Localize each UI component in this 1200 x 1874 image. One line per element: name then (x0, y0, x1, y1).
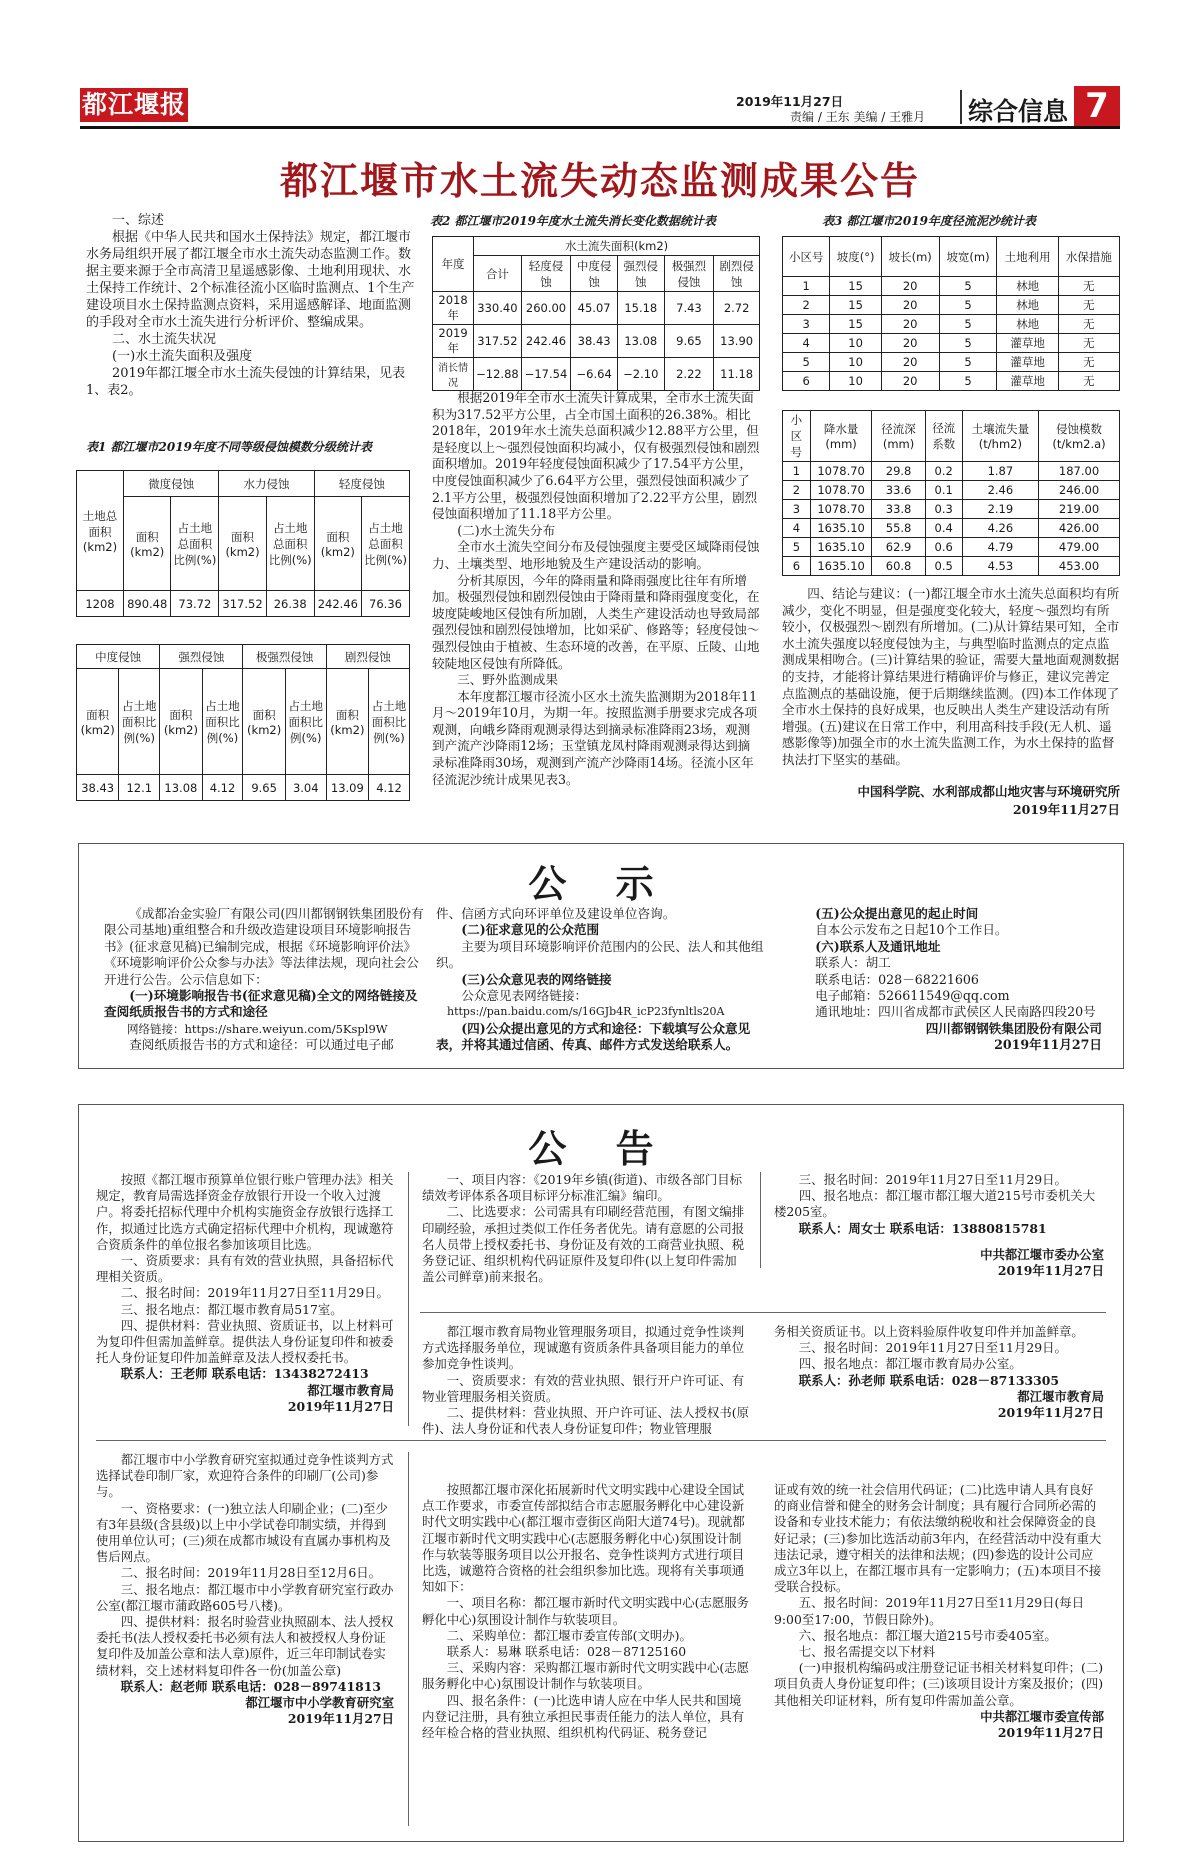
table-cell: 1078.70 (810, 481, 872, 500)
table2 (432, 236, 760, 391)
table-cell: 26.38 (266, 591, 314, 617)
table-header-cell: 水力侵蚀 (219, 471, 314, 497)
table-header-cell: 小区号 (783, 237, 830, 277)
table-cell: 6 (783, 557, 811, 576)
article-column-2 (432, 390, 762, 788)
newspaper-logo: 都江堰报 (80, 88, 188, 122)
table-header-cell: 占土地总面积比例(%) (171, 497, 219, 591)
table-cell: 无 (1058, 334, 1119, 353)
announcement-signature: 中共都江堰市委宣传部 (980, 1708, 1104, 1724)
paragraph: 全市水土流失空间分布及侵蚀强度主要受区域降雨侵蚀力、土壤类型、地形地貌及生产建设活动的影响。 (432, 539, 760, 571)
table-cell: 5 (939, 296, 997, 315)
table-cell: 1078.70 (810, 462, 872, 481)
table-cell: 15 (830, 315, 881, 334)
paragraph: 都江堰市教育局物业管理服务项目，拟通过竞争性谈判方式选择服务单位，现诚邀有资质条件具备项目能力的单位参加竞争性谈判。 (422, 1324, 745, 1372)
section-heading: 一、综述 (112, 213, 165, 228)
paragraph: 七、报名需提交以下材料 (798, 1644, 936, 1660)
table-cell: 479.00 (1039, 538, 1120, 557)
announcement-date: 2019年11月27日 (287, 1711, 394, 1727)
table-cell: 246.00 (1039, 481, 1120, 500)
table-header-cell: 年度 (433, 237, 474, 292)
table-header-cell: 土壤流失量(t/hm2) (962, 411, 1038, 462)
table-cell: 5 (783, 353, 830, 372)
link-text: https://pan.baidu.com/s/16GJb4R_icP23fynltls20A (447, 1005, 725, 1019)
table-cell: 无 (1058, 372, 1119, 391)
table-header-cell: 极强烈侵蚀 (243, 645, 326, 669)
table3-caption: 表3 都江堰市2019年度径流泥沙统计表 (822, 214, 1036, 228)
table-cell: 无 (1058, 353, 1119, 372)
row-divider (420, 1312, 1106, 1313)
announcement-date: 2019年11月27日 (997, 1725, 1104, 1741)
announcement-2-column-2 (774, 1172, 1104, 1279)
paragraph: 自本公示发布之日起10个工作日。 (815, 922, 1008, 938)
contact-line: 联系人：周女士 联系电话：13880815781 (798, 1220, 1047, 1236)
table1-part1 (76, 470, 410, 617)
table-cell: 15 (830, 296, 881, 315)
public-notice-title: 公 示 (528, 861, 672, 906)
notice-signature: 四川都钢钢铁集团股份有限公司 (925, 1020, 1102, 1036)
paragraph: 一、资质要求：有效的营业执照、银行开户许可证、有物业管理服务相关资质。 (422, 1372, 745, 1404)
paragraph: 三、采购内容：采购都江堰市新时代文明实践中心(志愿服务孵化中心)氛围设计制作与软装项目。 (422, 1660, 750, 1692)
table-cell: 1078.70 (810, 500, 872, 519)
paragraph: 二、提供材料：营业执照、开户许可证、法人授权书(原件)、法人身份证和代表人身份证复印件；物业管理服 (422, 1405, 750, 1437)
item-heading: (一)环境影响报告书(征求意见稿)全文的网络链接及查阅纸质报告书的方式和途径 (104, 988, 418, 1020)
article-signature: 中国科学院、水利部成都山地灾害与环境研究所 (857, 784, 1120, 799)
paragraph: 按照《都江堰市预算单位银行账户管理办法》相关规定，教育局需选择资金存放银行开设一个收入过渡户。将委托招标代理中介机构实施资金存放银行选择工作，拟通过比选方式确定招标代理中介机构，现诚邀符合资质条件的单位报名参加该项目比选。 (96, 1172, 394, 1252)
announcement-signature: 中共都江堰市委办公室 (980, 1246, 1104, 1262)
table-cell: 0.5 (925, 557, 962, 576)
table-cell: 7.43 (664, 292, 714, 325)
column-divider (408, 1452, 409, 1826)
table-cell: 4.12 (369, 775, 410, 801)
table-cell: 灌草地 (997, 334, 1058, 353)
table-cell: 5 (939, 372, 997, 391)
table-cell: 10 (830, 334, 881, 353)
paragraph: 一、资格要求：(一)独立法人印刷企业；(二)至少有3年县级(含县级)以上中小学试卷印制实绩，并得到使用单位认可；(三)须在成都市城设有直属办事机构及售后网点。 (96, 1500, 391, 1565)
table-cell: 灌草地 (997, 353, 1058, 372)
table-header-cell: 占土地面积比例(%) (202, 669, 243, 775)
table-header-cell: 水保措施 (1058, 237, 1119, 277)
paragraph: 本年度都江堰市径流小区水土流失监测期为2018年11月～2019年10月，为期一年。按照监测手册要求完成各项观测，向峨乡降雨观测录得达到摘录标准降雨23场，观测到产流产沙降雨12场；玉堂镇龙凤村降雨观测录得达到摘录标准降雨30场，观测到产流产沙降雨14场。径流小区年径流泥沙统计成果见表3。 (432, 688, 758, 787)
table-cell: 5 (939, 353, 997, 372)
section-name: 综合信息 (968, 97, 1069, 126)
table-cell: 1635.10 (810, 519, 872, 538)
table-cell: −17.54 (521, 358, 571, 391)
table-cell: 890.48 (124, 591, 171, 617)
header-divider (960, 90, 962, 124)
paragraph: 三、报名时间：2019年11月27日至11月29日。 (798, 1172, 1067, 1187)
table-header-cell: 占土地总面积比例(%) (266, 497, 314, 591)
table-header-cell: 面积(km2) (160, 669, 202, 775)
paragraph: 四、报名地点：都江堰市都江堰大道215号市委机关大楼205室。 (774, 1188, 1096, 1220)
paragraph: 《成都冶金实验厂有限公司(四川都钢钢铁集团股份有限公司基地)重组整合和升级改造建设项目环境影响报告书》(征求意见稿)已编制完成，根据《环境影响评价法》《环境影响评价公众参与办法》等法律法规，现向社会公开进行公告。公示信息如下： (104, 906, 424, 987)
table-header-cell: 中度侵蚀 (571, 256, 618, 292)
table-header-cell: 径流深(mm) (872, 411, 925, 462)
table1-part2 (76, 644, 410, 801)
item-heading: (六)联系人及通讯地址 (815, 938, 941, 954)
paragraph: 主要为项目环境影响评价范围内的公民、法人和其他组织。 (436, 938, 764, 971)
paragraph: 二、报名时间：2019年11月28日至12月6日。 (120, 1565, 381, 1581)
announcement-title: 公 告 (528, 1126, 672, 1171)
table-cell: 5 (939, 334, 997, 353)
announcement-signature: 都江堰市教育局 (1017, 1388, 1104, 1404)
paragraph: 一、项目名称：都江堰市新时代文明实践中心(志愿服务孵化中心)氛围设计制作与软装项目。 (422, 1595, 750, 1627)
table-header-cell: 合计 (474, 256, 522, 292)
table-cell: 12.1 (119, 775, 160, 801)
table-cell: 无 (1058, 315, 1119, 334)
announcement-5-column-2 (774, 1482, 1104, 1741)
table-cell: 9.65 (664, 325, 714, 358)
announcement-1 (96, 1172, 394, 1415)
paragraph: 三、报名时间：2019年11月27日至11月29日。 (798, 1340, 1067, 1356)
table-cell: 242.46 (314, 591, 361, 617)
table-cell: 10 (830, 372, 881, 391)
table-cell: 20 (881, 334, 939, 353)
table-cell: 45.07 (571, 292, 618, 325)
page-number: 7 (1074, 86, 1120, 126)
table-cell: 15.18 (617, 292, 664, 325)
table-cell: 6 (783, 372, 830, 391)
paragraph: (一)申报机构编码或注册登记证书相关材料复印件；(二)项目负责人身份证复印件；(三)该项目设计方案及报价；(四)其他相关印证材料，所有复印件需加盖公章。 (774, 1660, 1104, 1708)
paragraph: 2019年都江堰全市水土流失侵蚀的计算结果，见表1、表2。 (86, 366, 406, 398)
contact-line: 联系人：孙老师 联系电话：028－87133305 (798, 1372, 1060, 1388)
table-header-cell: 面积(km2) (77, 669, 119, 775)
item-heading: (五)公众提出意见的起止时间 (815, 906, 979, 921)
table-cell: 1208 (77, 591, 124, 617)
issue-date: 2019年11月27日 (736, 94, 844, 109)
table-cell: 62.9 (872, 538, 925, 557)
table-header-cell: 侵蚀模数(t/km2.a) (1039, 411, 1120, 462)
table-cell: 2.46 (962, 481, 1038, 500)
section-heading: (二)水土流失分布 (457, 522, 556, 538)
table-cell: −2.10 (617, 358, 664, 391)
table-header-cell: 坡长(m) (881, 237, 939, 277)
column-divider (408, 1172, 409, 1426)
article-date: 2019年11月27日 (1012, 802, 1120, 817)
table-cell: 33.8 (872, 500, 925, 519)
table-cell: 15 (830, 277, 881, 296)
table-cell: 4.12 (202, 775, 243, 801)
paragraph: 证或有效的统一社会信用代码证；(二)比选申请人具有良好的商业信誉和健全的财务会计制度；具有履行合同所必需的设备和专业技术能力；有依法缴纳税收和社会保障资金的良好记录；(三)参加比选活动前3年内，在经营活动中没有重大违法记录，遵守相关的法律和法规；(四)参选的设计公司应成立3年以上，在都江堰市具有一定影响力；(五)本项目不接受联合投标。 (774, 1482, 1102, 1595)
table-header-cell: 占土地总面积比例(%) (362, 497, 410, 591)
table-cell: 453.00 (1039, 557, 1120, 576)
article-column-1 (86, 212, 416, 399)
paragraph: 分析其原因，今年的降雨量和降雨强度比往年有所增加。极强烈侵蚀和剧烈侵蚀由于降雨量和降雨强度变化，在坡度陡峻地区侵蚀有所加剧，人类生产建设活动也导致局部强烈侵蚀和剧烈侵蚀增加，比如采矿、修路等；轻度侵蚀～强烈侵蚀由于植被、生态环境的改善，在平原、丘陵、山地较陡地区侵蚀有所降低。 (432, 572, 760, 671)
table-header-cell: 轻度侵蚀 (521, 256, 571, 292)
paragraph: 四、提供材料：营业执照、资质证书，以上材料可为复印件但需加盖鲜章。提供法人身份证复印件和被委托人身份证复印件加盖鲜章及法人授权委托书。 (96, 1317, 394, 1366)
table-header-cell: 降水量(mm) (810, 411, 872, 462)
table-header-cell: 极强烈侵蚀 (664, 256, 714, 292)
row-divider (96, 1440, 1106, 1441)
paragraph: 公众意见表网络链接： (461, 988, 588, 1004)
table-cell: 13.08 (617, 325, 664, 358)
table-cell: 5 (939, 315, 997, 334)
table-cell: 5 (939, 277, 997, 296)
table-cell: 9.65 (243, 775, 285, 801)
table-header-cell: 剧烈侵蚀 (326, 645, 409, 669)
table-cell: 2.72 (714, 292, 760, 325)
table-cell: 4 (783, 519, 811, 538)
table-cell: 0.6 (925, 538, 962, 557)
table-cell: 3 (783, 315, 830, 334)
contact-line: 联系人：赵老师 联系电话：028－89741813 (120, 1678, 382, 1694)
contact-person: 联系人：胡工 (815, 955, 891, 971)
table-header-cell: 中度侵蚀 (77, 645, 160, 669)
table-cell: 无 (1058, 296, 1119, 315)
table-cell: 38.43 (77, 775, 119, 801)
table-cell: 2019年 (433, 325, 474, 358)
table-cell: 219.00 (1039, 500, 1120, 519)
item-heading: (三)公众意见表的网络链接 (461, 971, 612, 987)
table-cell: 1635.10 (810, 538, 872, 557)
paragraph: 一、资质要求：具有有效的营业执照，具备招标代理相关资质。 (96, 1253, 394, 1285)
table-header-cell: 剧烈侵蚀 (714, 256, 760, 292)
announcement-date: 2019年11月27日 (997, 1263, 1104, 1279)
editors-credit: 责编 / 王东 美编 / 王雅月 (790, 110, 926, 124)
table-cell: 0.1 (925, 481, 962, 500)
announcement-date: 2019年11月27日 (287, 1398, 394, 1414)
paragraph: 联系人：易琳 联系电话：028－87125160 (446, 1644, 687, 1660)
table-cell: 4.79 (962, 538, 1038, 557)
table-cell: 20 (881, 372, 939, 391)
table-cell: 2.22 (664, 358, 714, 391)
table-cell: 20 (881, 315, 939, 334)
article-column-3 (782, 586, 1120, 769)
table-header-cell: 面积(km2) (124, 497, 171, 591)
table-cell: 4 (783, 334, 830, 353)
paragraph: 四、提供材料：报名时验营业执照副本、法人授权委托书(法人授权委托书必须有法人和被授权人身份证复印件及加盖公章和法人章)原件，近三年印制试卷实绩材料，交上述材料复印件各一份(加盖公章) (96, 1614, 394, 1678)
table-cell: 242.46 (521, 325, 571, 358)
paragraph: 四、结论与建议：(一)都江堰全市水土流失总面积均有所减少，变化不明显，但是强度变化较大，轻度～强烈均有所较小，仅极强烈～剧烈有所增加。(二)从计算结果可知，全市水土流失强度以轻度侵蚀为主，与典型临时监测点的定点监测成果相吻合。(三)计算结果的验证，需要大量地面观测数据的支持，才能将计算结果进行精确评价与修正，建议完善定点监测点的基础设施，便于后期继续监测。(四)本工作体现了全市水土保持的良好成果，也反映出人类生产建设活动有所增强。(五)建议在日常工作中，利用高科技手段(无人机、遥感影像等)加强全市的水土流失监测工作，为水土保持的监督执法打下坚实的基础。 (782, 586, 1120, 767)
announcement-date: 2019年11月27日 (997, 1405, 1104, 1421)
notice-column-1 (104, 906, 424, 1054)
announcement-2-column-1 (422, 1172, 748, 1285)
announcement-signature: 都江堰市中小学教育研究室 (245, 1695, 394, 1711)
table-cell: −12.88 (474, 358, 522, 391)
table-header-cell: 坡宽(m) (939, 237, 997, 277)
table-header-cell: 轻度侵蚀 (314, 471, 409, 497)
item-heading: (二)征求意见的公众范围 (461, 922, 600, 938)
paragraph: 件、信函方式向环评单位及建设单位咨询。 (436, 906, 676, 921)
table-header-cell: 占土地面积比例(%) (369, 669, 410, 775)
table-cell: 0.4 (925, 519, 962, 538)
table-header-cell: 面积(km2) (326, 669, 368, 775)
paragraph: 根据《中华人民共和国水土保持法》规定，都江堰市水务局组织开展了都江堰全市水土流失动态监测工作。数据主要来源于全市高清卫星遥感影像、土地利用现状、水土保持工作统计、2个标准径流小区临时监测点、1个生产建设项目水土保持监测点资料，采用遥感解译、地面监测的手段对全市水土流失进行分析评价、整编成果。 (86, 230, 415, 330)
table-cell: −6.64 (571, 358, 618, 391)
contact-line: 联系人：王老师 联系电话：13438272413 (120, 1366, 369, 1382)
table-header-cell: 面积(km2) (243, 669, 285, 775)
paragraph: 三、报名地点：都江堰市中小学教育研究室行政办公室(都江堰市蒲政路605号八楼)。 (96, 1581, 394, 1613)
table-cell: 4.53 (962, 557, 1038, 576)
paragraph: 务相关资质证书。以上资料验原件收复印件并加盖鲜章。 (774, 1324, 1084, 1339)
notice-column-3 (790, 906, 1102, 1054)
table-cell: 1 (783, 277, 830, 296)
announcement-3-column-1 (422, 1324, 752, 1437)
table-cell: 灌草地 (997, 372, 1058, 391)
table-header-cell: 小区号 (783, 411, 811, 462)
table-header-cell: 强烈侵蚀 (160, 645, 243, 669)
table-header-cell: 面积(km2) (314, 497, 361, 591)
table-cell: 4.26 (962, 519, 1038, 538)
table-cell: 林地 (997, 296, 1058, 315)
paragraph: 都江堰市中小学教育研究室拟通过竞争性谈判方式选择试卷印制厂家，欢迎符合条件的印刷厂(公司)参与。 (96, 1452, 394, 1500)
table-cell: 426.00 (1039, 519, 1120, 538)
notice-column-2 (436, 906, 772, 1054)
paragraph: 四、报名条件：(一)比选申请人应在中华人民共和国境内登记注册，具有独立承担民事责任能力的法人单位，具有经年检合格的营业执照、组织机构代码证、税务登记 (422, 1692, 745, 1741)
paragraph: 二、报名时间：2019年11月27日至11月29日。 (120, 1285, 389, 1301)
paragraph: 六、报名地点：都江堰大道215号市委405室。 (798, 1627, 1057, 1643)
table-cell: 林地 (997, 315, 1058, 334)
paragraph: 查阅纸质报告书的方式和途径：可以通过电子邮 (129, 1037, 394, 1053)
announcement-5-column-1 (422, 1482, 752, 1741)
column-divider (760, 1172, 761, 1268)
table-header-cell: 占土地面积比例(%) (285, 669, 326, 775)
table-cell: 260.00 (521, 292, 571, 325)
table-cell: 317.52 (474, 325, 522, 358)
announcement-signature: 都江堰市教育局 (307, 1382, 394, 1398)
paragraph: 按照都江堰市深化拓展新时代文明实践中心建设全国试点工作要求，市委宣传部拟结合市志愿服务孵化中心建设新时代文明实践中心(都江堰市壹街区尚阳大道74号)。现就都江堰市新时代文明实践中心(志愿服务孵化中心)氛围设计制作与软装等服务项目以公开报名、竞争性谈判方式进行项目比选，诚邀符合资格的社会组织参加比选。现将有关事项通知如下： (422, 1482, 745, 1595)
table-cell: 20 (881, 296, 939, 315)
table-cell: 10 (830, 353, 881, 372)
table-header-cell: 强烈侵蚀 (617, 256, 664, 292)
table-cell: 20 (881, 277, 939, 296)
table2-caption: 表2 都江堰市2019年度水土流失消长变化数据统计表 (430, 214, 716, 228)
contact-phone: 联系电话：028－68221606 (815, 971, 979, 987)
table-cell: 0.3 (925, 500, 962, 519)
paragraph: 一、项目内容：《2019年乡镇(街道)、市级各部门目标绩效考评体系各项目标评分标准汇编》编印。 (422, 1172, 743, 1204)
section-heading: 三、野外监测成果 (457, 672, 558, 688)
table-cell: 1.87 (962, 462, 1038, 481)
table-header-cell: 径流系数 (925, 411, 962, 462)
table-header-cell: 水土流失面积(km2) (474, 237, 760, 256)
table-cell: 林地 (997, 277, 1058, 296)
item-heading: (四)公众提出意见的方式和途径：下载填写公众意见表，并将其通过信函、传真、邮件方式发送给联系人。 (436, 1020, 751, 1053)
table-cell: 5 (783, 538, 811, 557)
section-heading: 二、水土流失状况 (112, 332, 217, 347)
table-cell: 33.6 (872, 481, 925, 500)
announcement-4 (96, 1452, 394, 1727)
table-cell: 0.2 (925, 462, 962, 481)
table-cell: 2 (783, 296, 830, 315)
table-header-cell: 坡度(°) (830, 237, 881, 277)
paragraph: 三、报名地点：都江堰市教育局517室。 (120, 1301, 343, 1317)
table-cell: 187.00 (1039, 462, 1120, 481)
paragraph: 根据2019年全市水土流失计算成果，全市水土流失面积为317.52平方公里，占全市国土面积的26.38%。相比2018年，2019年水土流失总面积减少12.88平方公里，但是轻度以上～强烈侵蚀面积均减小，仅有极强烈侵蚀和剧烈面积增加。2019年轻度侵蚀面积减少了17.54平方公里，中度侵蚀面积减少了6.64平方公里，强烈侵蚀面积减少了2.1平方公里，极强烈侵蚀面积增加了2.22平方公里，剧烈侵蚀面积增加了11.18平方公里。 (432, 390, 760, 522)
table-cell: 2018年 (433, 292, 474, 325)
contact-email: 电子邮箱：526611549@qq.com (815, 988, 1010, 1004)
table-header-cell: 占土地面积比例(%) (119, 669, 160, 775)
section-heading: (一)水土流失面积及强度 (112, 349, 253, 364)
paragraph: 五、报名时间：2019年11月27日至11月29日(每日9:00至17:00，节假日除外)。 (774, 1595, 1085, 1627)
table-cell: 消长情况 (433, 358, 474, 391)
table-cell: 330.40 (474, 292, 522, 325)
link-text: 网络链接：https://share.weiyun.com/5Kspl9W (127, 1021, 388, 1036)
notice-date: 2019年11月27日 (994, 1037, 1102, 1053)
table-cell: 3.04 (285, 775, 326, 801)
paragraph: 四、报名地点：都江堰市教育局办公室。 (798, 1356, 1022, 1372)
table-header-cell: 土地总面积(km2) (77, 471, 124, 591)
header-rule (80, 126, 1120, 129)
paragraph: 二、采购单位：都江堰市委宣传部(文明办)。 (446, 1627, 692, 1643)
table-cell: 20 (881, 353, 939, 372)
article-title: 都江堰市水土流失动态监测成果公告 (279, 158, 920, 203)
table-cell: 1635.10 (810, 557, 872, 576)
table1-caption: 表1 都江堰市2019年度不同等级侵蚀模数分级统计表 (86, 440, 372, 454)
table-cell: 38.43 (571, 325, 618, 358)
table-cell: 2.19 (962, 500, 1038, 519)
table-cell: 11.18 (714, 358, 760, 391)
table-cell: 13.09 (326, 775, 368, 801)
table-header-cell: 面积(km2) (219, 497, 266, 591)
table-cell: 无 (1058, 277, 1119, 296)
table-cell: 73.72 (171, 591, 219, 617)
table-cell: 1 (783, 462, 811, 481)
table-cell: 3 (783, 500, 811, 519)
table-cell: 13.90 (714, 325, 760, 358)
table3-part-a (782, 236, 1120, 391)
table3-part-b (782, 410, 1120, 576)
table-cell: 29.8 (872, 462, 925, 481)
table-cell: 2 (783, 481, 811, 500)
contact-address: 通讯地址：四川省成都市武侯区人民南路四段20号 (815, 1004, 1096, 1020)
table-cell: 317.52 (219, 591, 266, 617)
table-cell: 13.08 (160, 775, 202, 801)
table-header-cell: 土地利用 (997, 237, 1058, 277)
table-cell: 76.36 (362, 591, 410, 617)
paragraph: 二、比选要求：公司需具有印刷经营范围，有图文编排印刷经验，承担过类似工作任务者优先。请有意愿的公司报名人员带上授权委托书、身份证及有效的工商营业执照、税务登记证、组织机构代码证原件及复印件(以上复印件需加盖公司鲜章)前来报名。 (422, 1204, 745, 1285)
table-cell: 55.8 (872, 519, 925, 538)
table-cell: 60.8 (872, 557, 925, 576)
announcement-3-column-2 (774, 1324, 1104, 1421)
table-header-cell: 微度侵蚀 (124, 471, 219, 497)
